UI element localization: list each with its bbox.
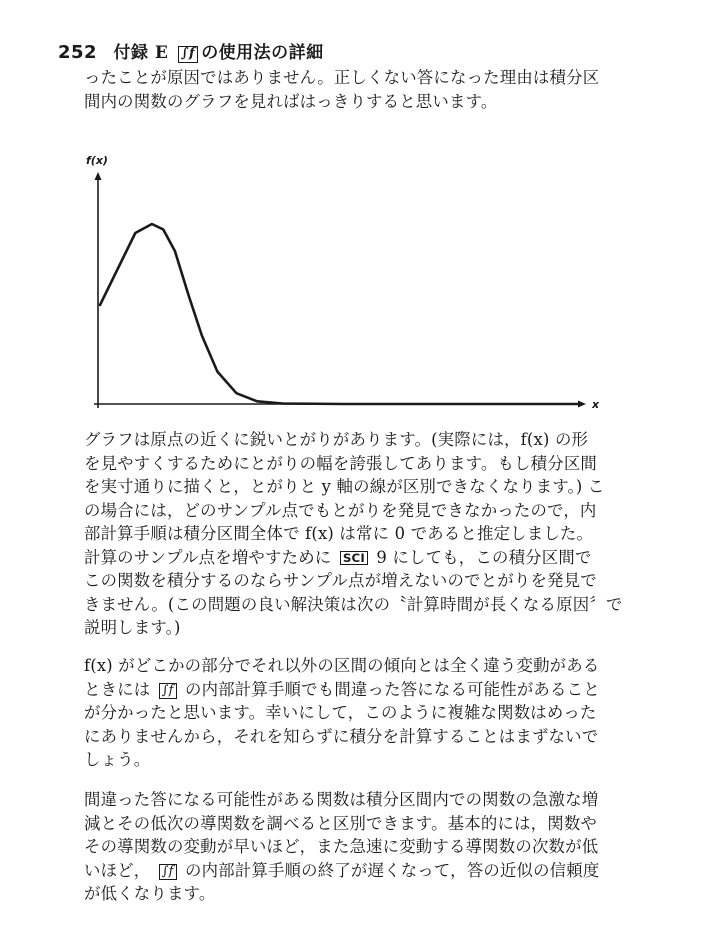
text-fragment: いほど， xyxy=(84,860,151,880)
text-line: を見やすくするためにとがりの幅を誇張してあります。もし積分区間 xyxy=(84,453,597,473)
text-line: を実寸通りに描くと，とがりと y 軸の線が区別できなくなります。) こ xyxy=(84,477,605,496)
text-line xyxy=(84,678,624,702)
integral-key-icon: ∫f xyxy=(159,864,177,880)
text-line: 間違った答になる可能性がある関数は積分区間内での関数の急激な増 xyxy=(84,790,599,809)
header-title: の使用法の詳細 xyxy=(201,43,324,63)
paragraph-2 xyxy=(84,654,624,772)
text-line xyxy=(84,546,624,570)
text-line: 減とその低次の導関数を調べると区別できます。基本的には，関数や xyxy=(84,813,597,833)
y-axis-label: f(x) xyxy=(86,154,108,167)
text-line xyxy=(84,859,624,883)
text-line: f(x) がどこかの部分でそれ以外の区間の傾向とは全く違う変動がある xyxy=(84,656,600,675)
page-header xyxy=(58,38,324,63)
text-line: が低くなります。 xyxy=(84,884,216,903)
text-line: きません。(この問題の良い解決策は次の〝計算時間が長くなる原因〞で xyxy=(84,594,623,614)
text-line: にありませんから，それを知らずに積分を計算することはまずないで xyxy=(84,726,599,746)
text-fragment: 計算のサンプル点を増やすために xyxy=(84,547,332,567)
text-line: グラフは原点の近くに鋭いとがりがあります。(実際には，f(x) の形 xyxy=(84,430,589,449)
page-number: 252 xyxy=(58,42,98,63)
text-line: 説明します。) xyxy=(84,618,181,637)
y-axis-arrow xyxy=(95,172,102,180)
integral-key-icon: ∫f xyxy=(159,683,177,699)
text-fragment: 9 にしても，この積分区間で xyxy=(376,547,592,567)
intro-paragraph xyxy=(84,66,624,113)
text-line: の場合には，どのサンプル点でもとがりを発見できなかったので，内 xyxy=(84,500,597,520)
function-graph xyxy=(76,150,616,420)
text-line: 間内の関数のグラフを見ればはっきりすると思います。 xyxy=(84,91,498,111)
paragraph-3 xyxy=(84,788,624,906)
text-line: ったことが原因ではありません。正しくない答になった理由は積分区 xyxy=(84,68,600,87)
text-line: しょう。 xyxy=(84,750,151,769)
text-line: 部計算手順は積分区間全体で f(x) は常に 0 であると推定しました。 xyxy=(84,524,594,543)
text-line: この関数を積分するのならサンプル点が増えないのでとがりを発見で xyxy=(84,571,597,590)
text-line: その導関数の変動が早いほど，また急速に変動する導関数の次数が低 xyxy=(84,837,599,856)
text-fragment: ときには xyxy=(84,679,151,699)
paragraph-1 xyxy=(84,428,624,640)
text-line: が分かったと思います。幸いにして，このように複雑な関数はめった xyxy=(84,703,597,722)
function-curve xyxy=(100,224,580,404)
text-fragment: の内部計算手順でも間違った答になる可能性があること xyxy=(185,679,600,699)
sci-key-icon: SCI xyxy=(340,551,368,566)
appendix-label: 付録 E xyxy=(113,43,169,63)
x-axis-label: x xyxy=(592,398,600,411)
integral-key-icon: ∫f xyxy=(178,46,198,63)
text-fragment: の内部計算手順の終了が遅くなって，答の近似の信頼度 xyxy=(185,860,600,880)
